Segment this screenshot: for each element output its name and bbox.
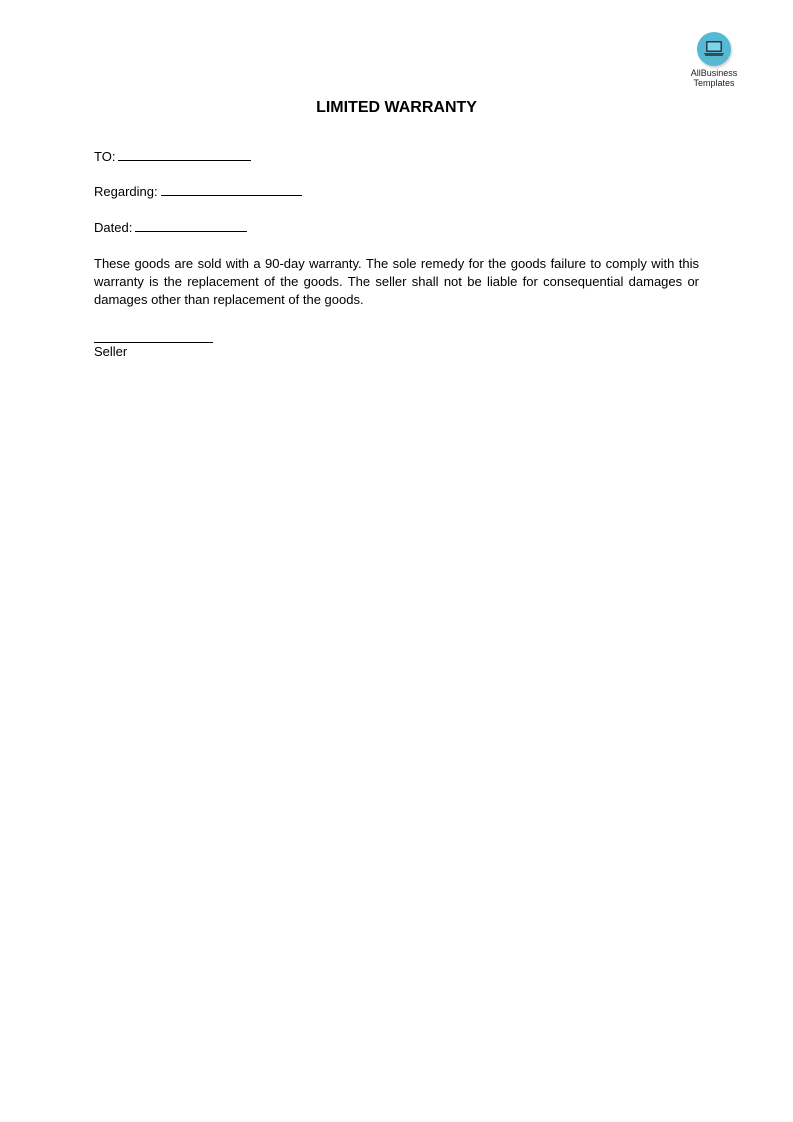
dated-label: Dated:	[94, 220, 133, 235]
logo-line-1: AllBusiness	[690, 68, 738, 78]
warranty-body-text: These goods are sold with a 90-day warranty. The sole remedy for the goods failure to comply with this warranty is the replacement of the goods. The seller shall not be liable for consequential damages or damages other than replacement of the goods.	[94, 256, 699, 307]
to-blank-line[interactable]	[118, 148, 251, 161]
logo-text	[680, 68, 748, 88]
laptop-icon	[697, 32, 731, 66]
dated-field	[94, 219, 247, 236]
to-field	[94, 148, 251, 165]
to-label: TO:	[94, 149, 116, 164]
regarding-label: Regarding:	[94, 184, 158, 199]
regarding-blank-line[interactable]	[161, 183, 302, 196]
dated-blank-line[interactable]	[135, 219, 247, 232]
allbusiness-logo	[680, 32, 748, 88]
logo-line-2: Templates	[693, 78, 735, 88]
document-title: LIMITED WARRANTY	[316, 99, 477, 116]
regarding-field	[94, 183, 302, 200]
signature-line[interactable]	[94, 342, 213, 343]
signature-label: Seller	[94, 344, 128, 359]
